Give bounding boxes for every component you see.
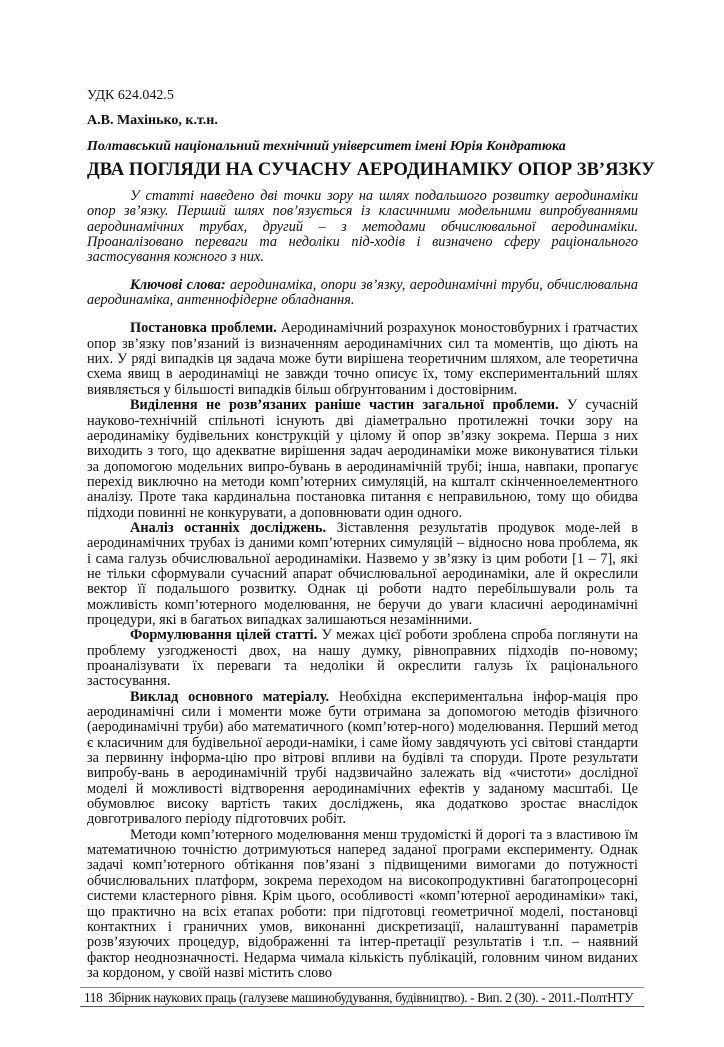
section-heading: Формулювання цілей статті. <box>130 627 318 644</box>
section-text: Зіставлення результатів продувок моде-лей в аеродинамічних трубах із даними комп’ютерних симуляцій – відносно нова проблема, як і сама галузь обчислювальної аеродинаміки. Назвемо у зв’язку із цим роботи [1 – 7], які не тільки сформували сучасний апарат обчислювальної аеродинаміки, але й окреслили вектор її подальшого розвитку. Однак ці роботи надто перебільшували роль та можливість комп’ютерного моделювання, не беручи до уваги класичні аеродинамічні процедури, які в багатьох випадках залишаються незамінними. <box>87 519 638 628</box>
institution: Полтавський національний технічний університет імені Юрія Кондратюка <box>87 138 566 154</box>
document-page <box>87 88 655 981</box>
section-heading: Виділення не розв’язаних раніше частин загальної проблеми. <box>130 397 559 414</box>
section-paragraph <box>87 628 638 689</box>
keywords-label: Ключові слова: <box>130 276 226 293</box>
section-paragraph <box>87 828 638 981</box>
section-heading: Аналіз останніх досліджень. <box>130 519 327 536</box>
section-paragraph <box>87 398 638 521</box>
article-title: ДВА ПОГЛЯДИ НА СУЧАСНУ АЕРОДИНАМІКУ ОПОР ЗВ’ЯЗКУ <box>87 160 655 181</box>
author: А.В. Махінько, к.т.н. <box>87 113 218 129</box>
section-paragraph <box>87 690 638 828</box>
section-text: Аеродинамічний розрахунок моностовбурних і ґратчастих опор зв’язку пов’язаний із визначенням аеродинамічних сил та моментів, що діють на них. У ряді випадків ця задача може бути вирішена теоретичним шляхом, але теоретична схема явищ в аеродинаміці не завжди точно описує їх, тому експериментальний шлях виявляється у більшості випадків більш обґрунтованим і достовірним. <box>87 320 638 398</box>
keywords <box>87 278 638 309</box>
section-paragraph <box>87 321 638 398</box>
section-text: Необхідна експериментальна інфор-мація про аеродинамічні сили і моменти може бути отримана за допомогою методів фізичного (аеродинамічні труби) або математичного (комп’ютер-ного) моделювання. Перший метод є класичним для будівельної аероди-наміки, і саме йому завдячують усі світові стандарти за первинну інформа-цію про вітрові впливи на будівлі та споруди. Проте результати випробу-вань в аеродинамічній трубі надзвичайно залежать від «чистоти» дослідної моделі й можливості відтворення аеродинамічних ефектів у заданому масштабі. Це обумовлює високу вартість таких досліджень, яка додатково зростає внаслідок довготривалого періоду підготовчих робіт. <box>87 688 638 828</box>
section-heading: Постановка проблеми. <box>130 320 277 337</box>
article-body <box>87 321 638 981</box>
journal-info: Збірник наукових праць (галузеве машинобудування, будівництво). - Вип. 2 (30). - 2011.-ПолтНТУ <box>108 990 634 1006</box>
page-number: 118 <box>84 990 103 1006</box>
section-paragraph <box>87 521 638 628</box>
udk-code: УДК 624.042.5 <box>87 88 174 103</box>
abstract: У статті наведено дві точки зору на шлях подальшого розвитку аеродинаміки опор зв’язку. Перший шлях пов’язується із класичними модельними випробуваннями аеродинамічних трубах, другий – з методами обчислювальної аеродинаміки. Проаналізовано переваги та недоліки під-ходів і визначено сферу раціонального застосування кожного з них. <box>87 188 638 266</box>
keywords-text: аеродинаміка, опори зв’язку, аеродинамічні труби, обчислювальна аеродинаміка, антеннофідерне обладнання. <box>87 276 638 309</box>
section-text: Методи комп’ютерного моделювання менш трудомісткі й дорогі та з властивою їм математичною точністю дотримуються наперед заданої програми експерименту. Однак задачі комп’ютерного обтікання пов’язані з підвищеними вимогами до потужності обчислювальних платформ, зокрема переходом на високопродуктивні багатопроцесорні системи кластерного рівня. Крім цього, особливості «комп’ютерної аеродинаміки» такі, що практично на всіх етапах роботи: при підготовці геометричної моделі, постановці контактних і граничних умов, виконанні дискретизації, налаштуванні параметрів розв’язуючих процедур, відображенні та інтер-претації результатів і т.п. – наявний фактор неоднозначності. Недарма чимала кількість публікацій, головним чином виданих за кордоном, у своїй назві містить слово <box>87 826 638 981</box>
section-text: У сучасній науково-технічній спільноті існують дві діаметрально протилежні точки зору на аеродинаміку будівельних конструкцій у цілому й опор зв’язку зокрема. Перша з них виходить з того, що адекватне вирішення задач аеродинаміки може виконуватися тільки за допомогою модельних випро-бувань в аеродинамічній трубі; інша, навпаки, пропагує перехід виключно на методи комп’ютерних симуляцій, на кшталт скінченноелементного аналізу. Проте така кардинальна постановка питання є неправильною, тому що обидва підходи повинні не конкурувати, а доповнювати один одного. <box>87 397 638 521</box>
section-text: У межах цієї роботи зроблена спроба поглянути на проблему узгодженості двох, на нашу думку, рівноправних підходів по-новому; проаналізувати їх переваги та недоліки й окреслити галузь їх раціонального застосування. <box>87 627 638 690</box>
section-heading: Виклад основного матеріалу. <box>130 688 330 705</box>
page-footer <box>80 987 644 1007</box>
